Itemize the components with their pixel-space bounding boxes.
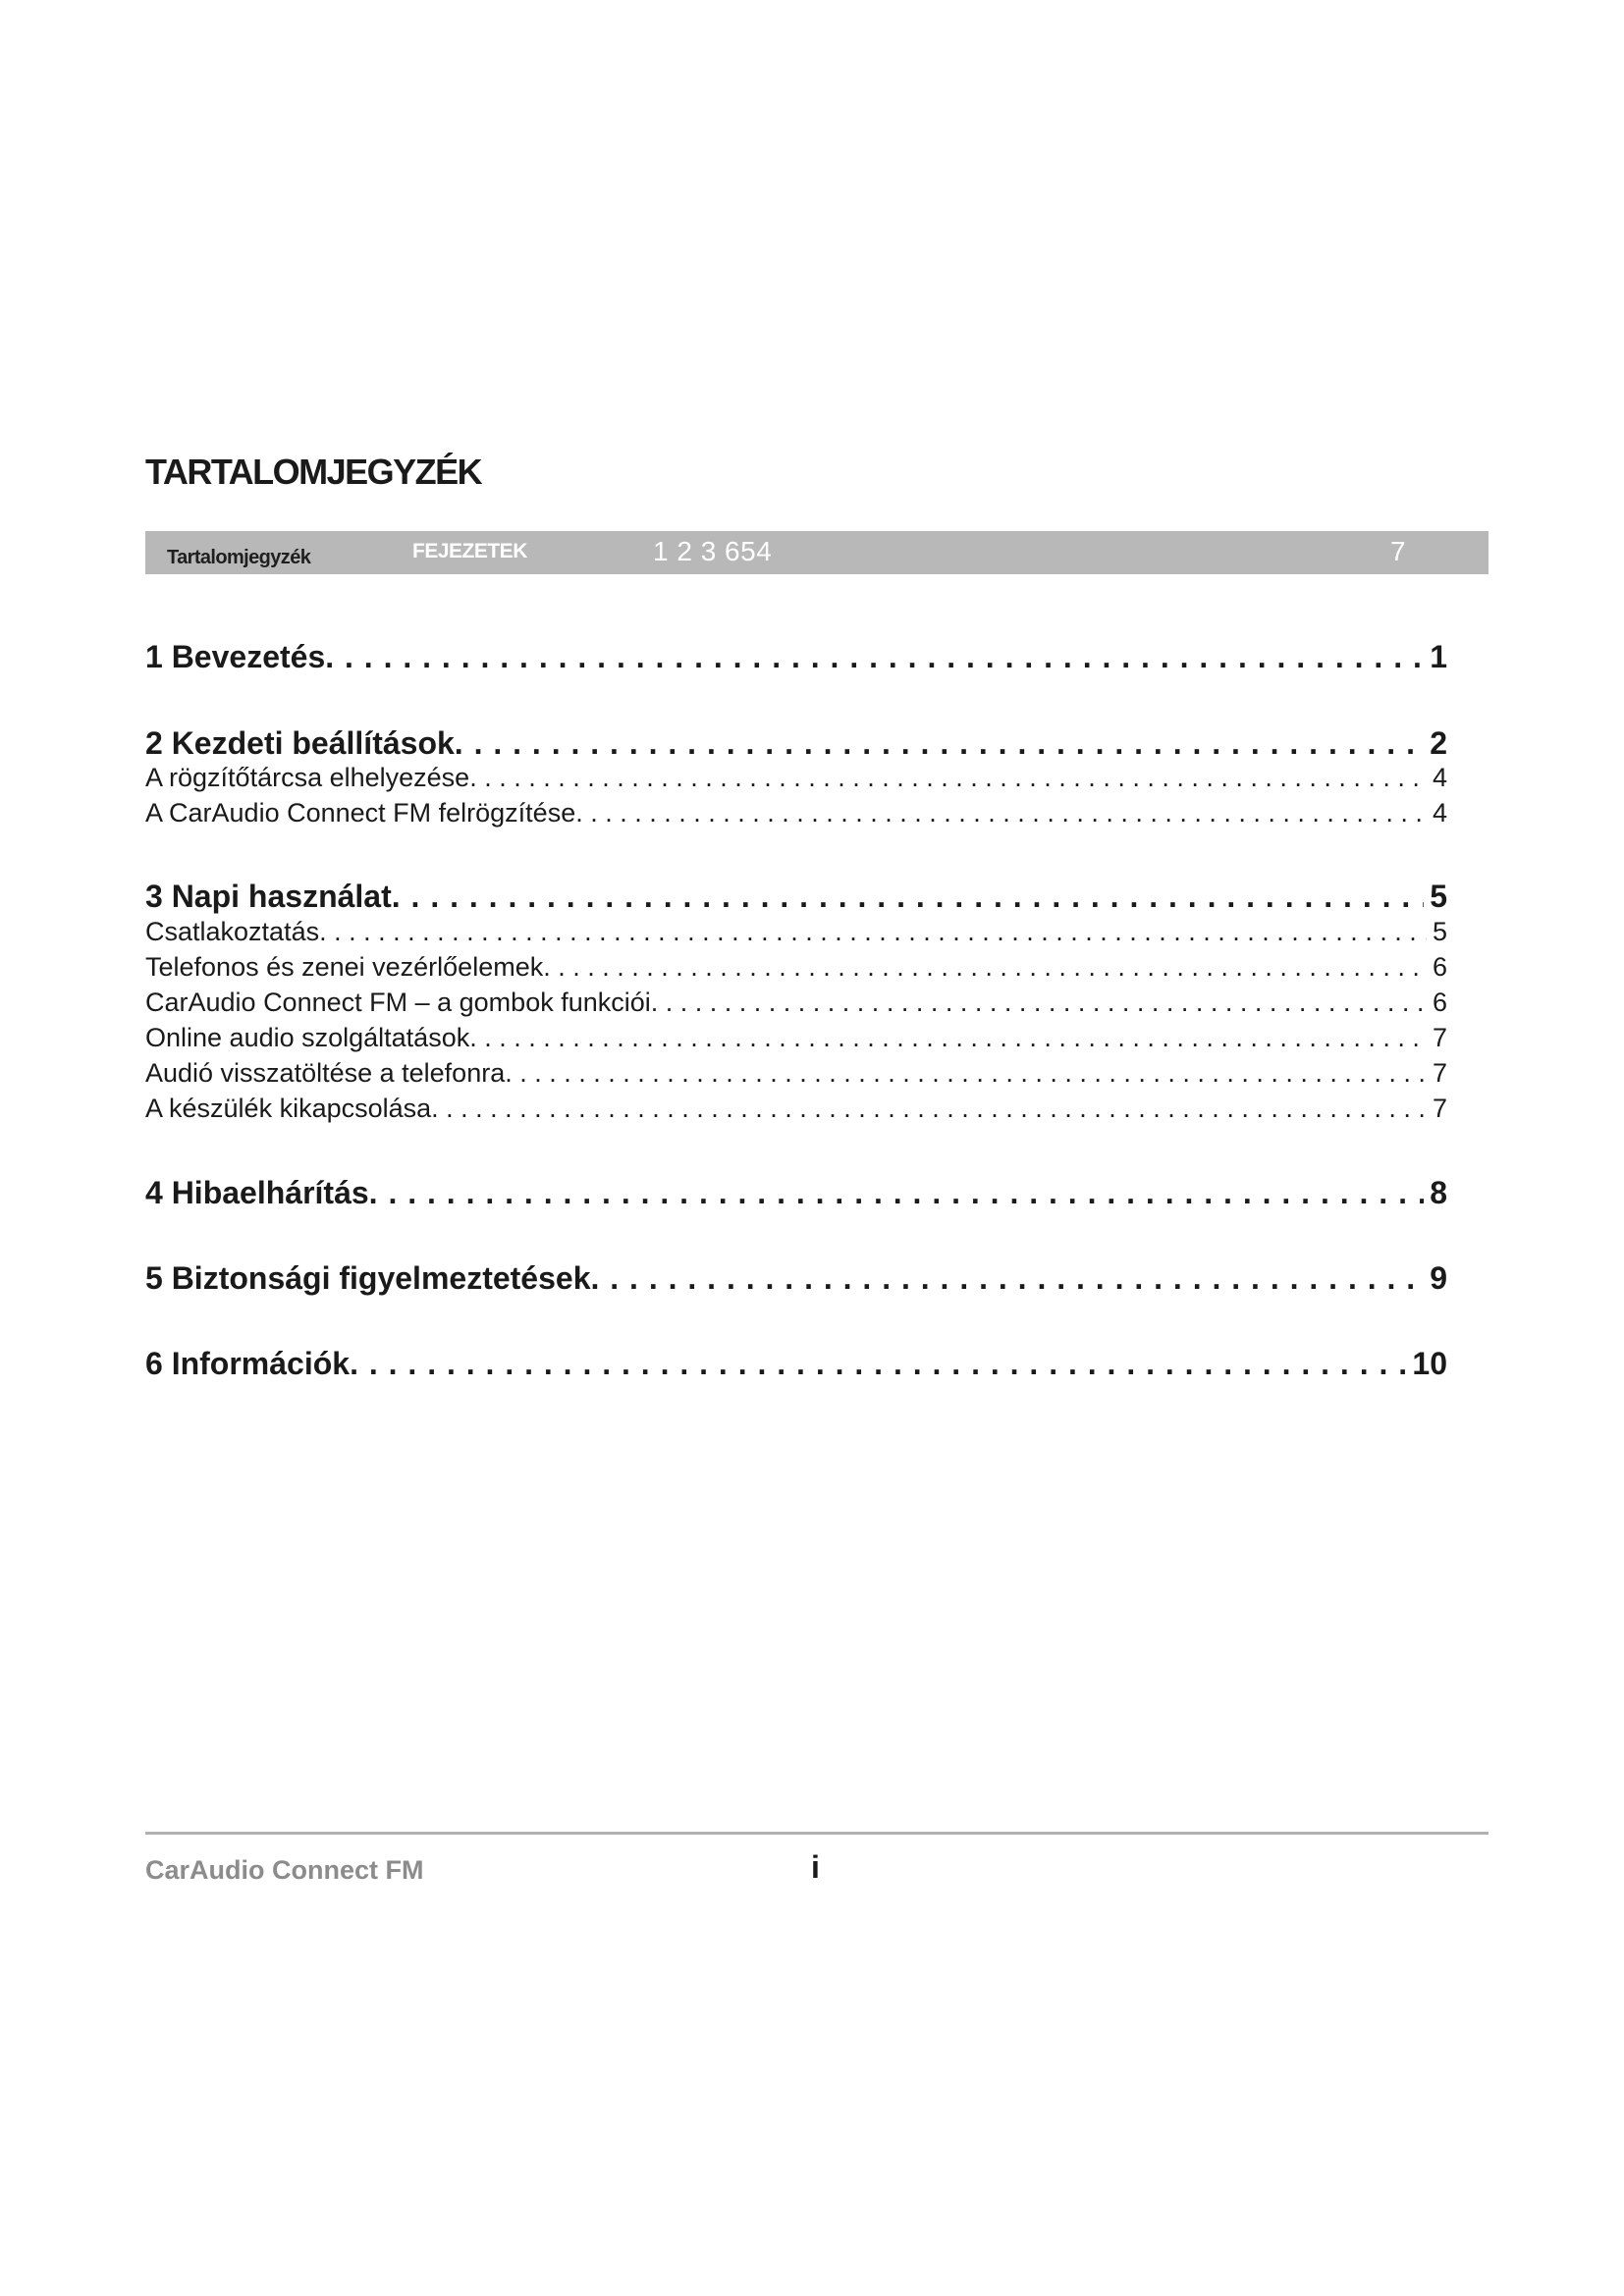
toc-chapter-entry[interactable] bbox=[145, 725, 1447, 765]
toc-entry-page: 10 bbox=[1412, 1346, 1447, 1381]
chapter-bar-numbers: 1 2 3 654 bbox=[653, 536, 773, 566]
toc-entry-page: 4 bbox=[1432, 763, 1447, 792]
toc-entry-page: 9 bbox=[1430, 1260, 1447, 1296]
toc-leader-dots bbox=[575, 798, 1427, 828]
toc-section-entry[interactable] bbox=[145, 952, 1447, 986]
toc-chapter-entry[interactable] bbox=[145, 639, 1447, 678]
chapter-bar-heading: FEJEZETEK bbox=[412, 540, 527, 562]
toc-entry-page: 2 bbox=[1430, 725, 1447, 761]
toc-section-entry[interactable] bbox=[145, 917, 1447, 950]
toc-entry-label: A készülék kikapcsolása bbox=[145, 1094, 432, 1123]
toc-section-entry[interactable] bbox=[145, 763, 1447, 796]
toc-chapter-entry[interactable] bbox=[145, 1346, 1447, 1385]
toc-section-entry[interactable] bbox=[145, 1058, 1447, 1092]
toc-section-entry[interactable] bbox=[145, 1023, 1447, 1056]
toc-leader-dots bbox=[350, 1346, 1406, 1382]
toc-leader-dots bbox=[431, 1094, 1427, 1124]
toc-section-entry[interactable] bbox=[145, 988, 1447, 1021]
toc-leader-dots bbox=[590, 1260, 1424, 1297]
toc-entry-label: CarAudio Connect FM – a gombok funkciói bbox=[145, 988, 651, 1017]
toc-entry-page: 7 bbox=[1432, 1058, 1447, 1088]
toc-leader-dots bbox=[369, 1175, 1425, 1211]
footer-page-number: i bbox=[811, 1849, 820, 1885]
toc-leader-dots bbox=[469, 1023, 1427, 1053]
toc-leader-dots bbox=[651, 988, 1427, 1018]
chapter-bar-last-number: 7 bbox=[1390, 536, 1406, 566]
toc-entry-page: 8 bbox=[1430, 1175, 1447, 1210]
toc-leader-dots bbox=[505, 1058, 1427, 1089]
toc-entry-page: 7 bbox=[1432, 1023, 1447, 1052]
toc-entry-label: Csatlakoztatás bbox=[145, 917, 320, 946]
toc-entry-label: Telefonos és zenei vezérlőelemek bbox=[145, 952, 544, 982]
toc-entry-page: 4 bbox=[1432, 798, 1447, 828]
toc-chapter-entry[interactable] bbox=[145, 1175, 1447, 1214]
toc-leader-dots bbox=[469, 763, 1427, 793]
toc-entry-label: 6 Információk bbox=[145, 1346, 351, 1381]
toc-leader-dots bbox=[543, 952, 1427, 983]
toc-entry-page: 5 bbox=[1432, 917, 1447, 946]
toc-chapter-entry[interactable] bbox=[145, 879, 1447, 918]
toc-entry-label: 4 Hibaelhárítás bbox=[145, 1175, 369, 1210]
page-title: TARTALOMJEGYZÉK bbox=[145, 452, 482, 492]
toc-entry-label: A rögzítőtárcsa elhelyezése bbox=[145, 763, 470, 792]
toc-entry-page: 5 bbox=[1430, 879, 1447, 914]
toc-entry-label: A CarAudio Connect FM felrögzítése bbox=[145, 798, 576, 828]
toc-entry-page: 7 bbox=[1432, 1094, 1447, 1123]
toc-entry-page: 1 bbox=[1430, 639, 1447, 674]
toc-entry-label: Online audio szolgáltatások bbox=[145, 1023, 470, 1052]
chapter-bar-label: Tartalomjegyzék bbox=[167, 547, 311, 568]
toc-leader-dots bbox=[319, 917, 1427, 947]
toc-entry-page: 6 bbox=[1432, 988, 1447, 1017]
toc-chapter-entry[interactable] bbox=[145, 1260, 1447, 1300]
toc-leader-dots bbox=[392, 879, 1424, 915]
footer-product-name: CarAudio Connect FM bbox=[145, 1855, 424, 1885]
toc-leader-dots bbox=[325, 639, 1424, 675]
toc-section-entry[interactable] bbox=[145, 1094, 1447, 1127]
toc-entry-label: 1 Bevezetés bbox=[145, 639, 326, 674]
toc-entry-label: 2 Kezdeti beállítások bbox=[145, 725, 455, 761]
toc-section-entry[interactable] bbox=[145, 798, 1447, 831]
toc-entry-page: 6 bbox=[1432, 952, 1447, 982]
chapter-navigation-bar bbox=[145, 531, 1489, 574]
toc-leader-dots bbox=[455, 725, 1424, 762]
toc-entry-label: 3 Napi használat bbox=[145, 879, 392, 914]
footer-divider bbox=[145, 1832, 1489, 1835]
toc-entry-label: 5 Biztonsági figyelmeztetések bbox=[145, 1260, 591, 1296]
toc-entry-label: Audió visszatöltése a telefonra bbox=[145, 1058, 506, 1088]
